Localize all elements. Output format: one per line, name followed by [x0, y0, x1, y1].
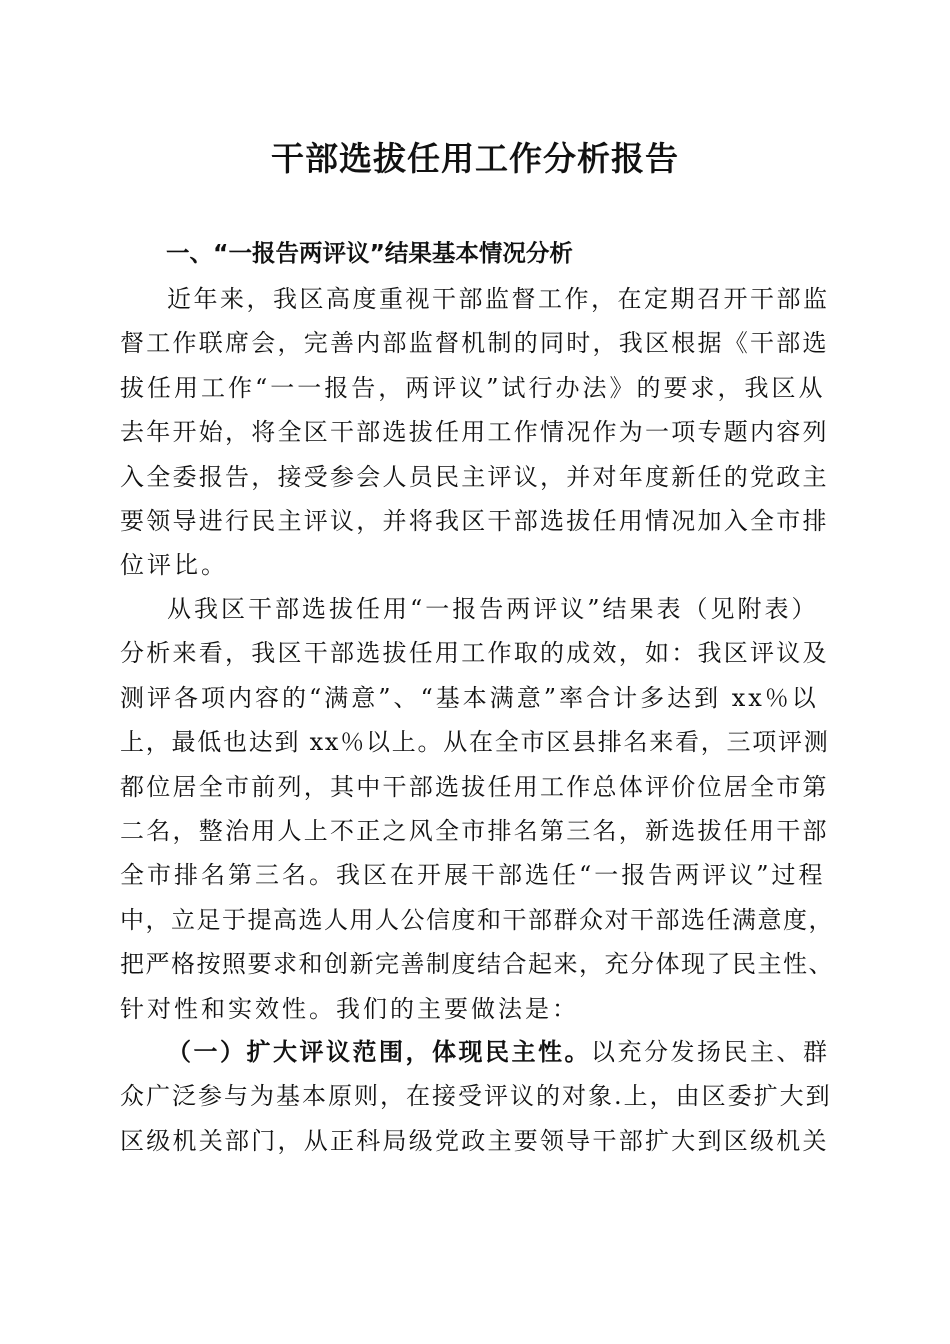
paragraph-line: 分析来看，我区干部选拔任用工作取的成效，如：我区评议及: [120, 639, 829, 668]
paragraph-line: 近年来，我区高度重视干部监督工作，在定期召开干部监: [167, 285, 830, 313]
paragraph-line: 入全委报告，接受参会人员民主评议，并对年度新任的党政主: [120, 462, 829, 491]
paragraph-line: 位评比。: [120, 551, 228, 580]
paragraph-line: 测评各项内容的“满意”、“基本满意”率合计多达到 xx％以: [120, 683, 819, 712]
paragraph-line: 全市排名第三名。我区在开展干部选任“一报告两评议”过程: [120, 861, 826, 890]
paragraph-line: 都位居全市前列，其中干部选拔任用工作总体评价位居全市第: [120, 772, 829, 801]
paragraph-3: [120, 1030, 835, 1163]
section-heading: 一、“一报告两评议”结果基本情况分析: [166, 239, 573, 267]
paragraph-line: 督工作联席会，完善内部监督机制的同时，我区根据《干部选: [120, 329, 829, 358]
paragraph-line: 上，最低也达到 xx％以上。从在全市区县排名来看，三项评测: [120, 728, 830, 757]
paragraph-line: [120, 1030, 835, 1074]
paragraph-line: 针对性和实效性。我们的主要做法是：: [120, 994, 579, 1023]
paragraph-line: 要领导进行民主评议，并将我区干部选拔任用情况加入全市排: [120, 507, 829, 536]
document-title: 干部选拔任用工作分析报告: [271, 139, 679, 178]
paragraph-line: 从我区干部选拔任用“一报告两评议”结果表（见附表）: [167, 595, 819, 623]
subsection-lead: （一）扩大评议范围，体现民主性。: [167, 1037, 591, 1066]
paragraph-line: 区级机关部门，从正科局级党政主要领导干部扩大到区级机关: [120, 1126, 829, 1155]
paragraph-line: 众广泛参与为基本原则，在接受评议的对象.上，由区委扩大到: [120, 1082, 832, 1111]
paragraph-line: 去年开始，将全区干部选拔任用工作情况作为一项专题内容列: [120, 418, 829, 447]
paragraph-1: [120, 277, 835, 588]
paragraph-line: 把严格按照要求和创新完善制度结合起来，充分体现了民主性、: [120, 950, 834, 979]
paragraph-2: [120, 587, 835, 1031]
paragraph-line: 拔任用工作“一一报告，两评议”试行办法》的要求，我区从: [120, 373, 826, 402]
paragraph-line-rest: 以充分发扬民主、群: [591, 1038, 830, 1066]
paragraph-line: 中，立足于提高选人用人公信度和干部群众对干部选任满意度，: [120, 905, 834, 934]
paragraph-line: 二名，整治用人上不正之风全市排名第三名，新选拔任用干部: [120, 817, 829, 846]
